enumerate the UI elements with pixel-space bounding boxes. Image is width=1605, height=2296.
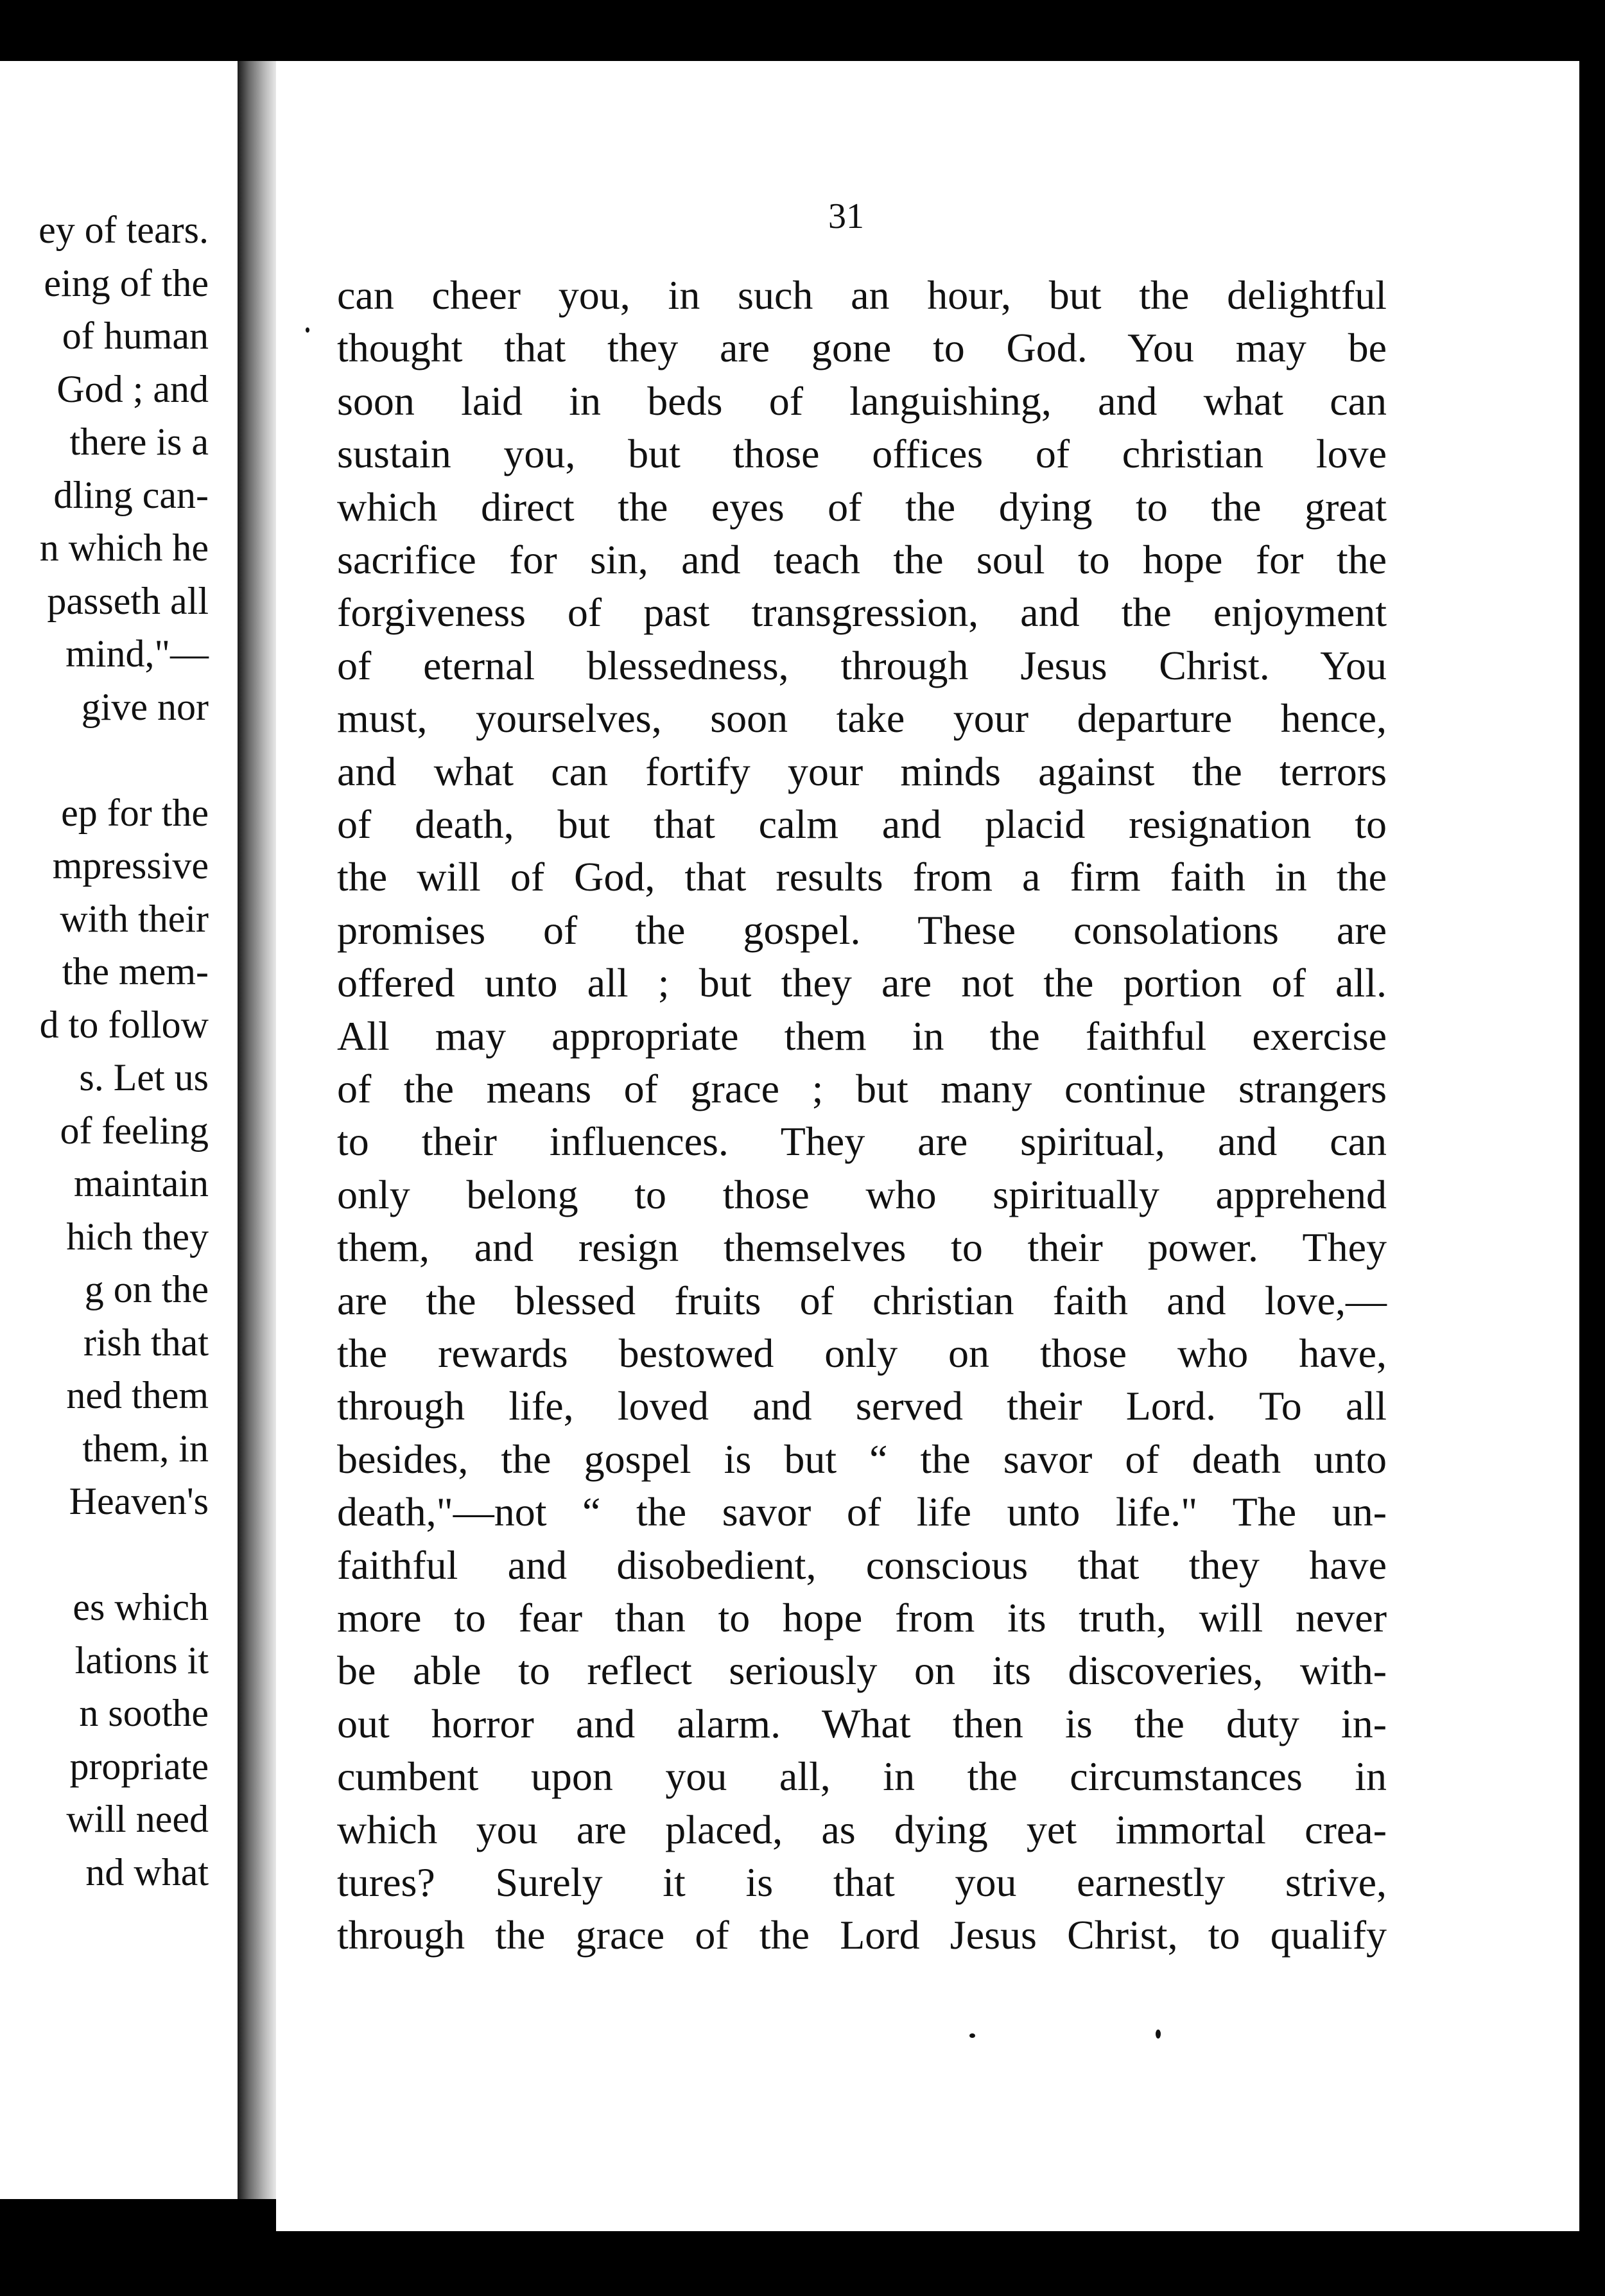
ink-speck xyxy=(306,327,309,333)
left-page-line: give nor xyxy=(81,685,209,728)
text-line: of death, but that calm and placid resignation to xyxy=(337,801,1387,847)
left-page-fragment xyxy=(0,61,238,2199)
left-page-line: ep for the xyxy=(61,791,209,834)
left-page-line: n soothe xyxy=(79,1692,209,1734)
text-line: the rewards bestowed only on those who have, xyxy=(337,1330,1387,1376)
left-page-line: d to follow xyxy=(39,1003,209,1046)
left-page-line: propriate xyxy=(69,1744,209,1787)
left-page-line: the mem- xyxy=(62,950,209,993)
text-line: of the means of grace ; but many continue strangers xyxy=(337,1066,1387,1111)
left-page-line: rish that xyxy=(83,1321,209,1364)
text-line: and what can fortify your minds against the terrors xyxy=(337,748,1387,794)
text-line: of eternal blessedness, through Jesus Christ. You xyxy=(337,642,1387,688)
left-page-line: passeth all xyxy=(47,579,209,622)
text-line: can cheer you, in such an hour, but the delightful xyxy=(337,272,1387,318)
text-line: only belong to those who spiritually apprehend xyxy=(337,1171,1387,1217)
text-line: must, yourselves, soon take your departure hence, xyxy=(337,695,1387,742)
left-page-line: maintain xyxy=(74,1162,209,1205)
text-line: soon laid in beds of languishing, and what can xyxy=(337,378,1387,424)
text-line: be able to reflect seriously on its discoveries, with- xyxy=(337,1648,1387,1694)
left-page-line: nd what xyxy=(85,1850,209,1893)
left-page-line: g on the xyxy=(84,1268,209,1310)
text-line: are the blessed fruits of christian faith and love,— xyxy=(337,1277,1387,1323)
left-page-line: mpressive xyxy=(52,844,209,887)
text-line: to their influences. They are spiritual, and can xyxy=(337,1118,1387,1165)
left-page-line: n which he xyxy=(39,526,209,569)
left-page-line: es which xyxy=(73,1586,209,1628)
left-page-line: eing of the xyxy=(44,261,209,304)
text-line: more to fear than to hope from its truth, will never xyxy=(337,1595,1387,1640)
text-line: through life, loved and served their Lord. To all xyxy=(337,1383,1387,1429)
left-page-line: them, in xyxy=(82,1427,209,1470)
left-page-line: there is a xyxy=(69,421,209,463)
text-line: promises of the gospel. These consolations are xyxy=(337,907,1387,953)
right-page xyxy=(276,61,1579,2231)
text-line: faithful and disobedient, conscious that they have xyxy=(337,1542,1387,1588)
text-line: cumbent upon you all, in the circumstances in xyxy=(337,1753,1387,1800)
text-line: death,"—not “ the savor of life unto life." The un- xyxy=(337,1489,1387,1535)
text-line: tures? Surely it is that you earnestly strive, xyxy=(337,1859,1387,1905)
text-line: All may appropriate them in the faithful exercise xyxy=(337,1013,1387,1059)
left-page-line: hich they xyxy=(66,1215,209,1258)
text-line: which you are placed, as dying yet immortal crea- xyxy=(337,1806,1387,1852)
left-page-line: of human xyxy=(62,315,209,357)
left-page-line: God ; and xyxy=(56,367,209,410)
book-gutter xyxy=(238,61,276,2199)
left-page-line: Heaven's xyxy=(69,1480,209,1522)
text-line: thought that they are gone to God. You may be xyxy=(337,325,1387,371)
text-line: out horror and alarm. What then is the duty in- xyxy=(337,1700,1387,1746)
left-page-line: ned them xyxy=(66,1374,209,1416)
left-page-line: s. Let us xyxy=(79,1056,209,1099)
text-line: the will of God, that results from a firm faith in the xyxy=(337,854,1387,900)
text-line: them, and resign themselves to their power. They xyxy=(337,1224,1387,1271)
ink-speck xyxy=(1156,2030,1161,2039)
ink-speck xyxy=(969,2033,975,2038)
text-line: which direct the eyes of the dying to the great xyxy=(337,483,1387,530)
text-line: sacrifice for sin, and teach the soul to hope for the xyxy=(337,537,1387,582)
left-page-line: mind,"— xyxy=(65,632,209,675)
left-page-line: of feeling xyxy=(60,1109,209,1152)
left-page-line: with their xyxy=(60,897,209,940)
text-line: through the grace of the Lord Jesus Christ, to qualify xyxy=(337,1912,1387,1958)
left-page-line: lations it xyxy=(74,1639,209,1682)
left-page-line: will need xyxy=(66,1798,209,1840)
text-line: forgiveness of past transgression, and the enjoyment xyxy=(337,589,1387,636)
left-page-line: ey of tears. xyxy=(39,209,209,251)
text-line: besides, the gospel is but “ the savor of death unto xyxy=(337,1436,1387,1482)
left-page-line: dling can- xyxy=(53,473,209,516)
text-line: sustain you, but those offices of christian love xyxy=(337,431,1387,477)
page-number: 31 xyxy=(828,196,864,236)
text-line: offered unto all ; but they are not the portion of all. xyxy=(337,960,1387,1006)
